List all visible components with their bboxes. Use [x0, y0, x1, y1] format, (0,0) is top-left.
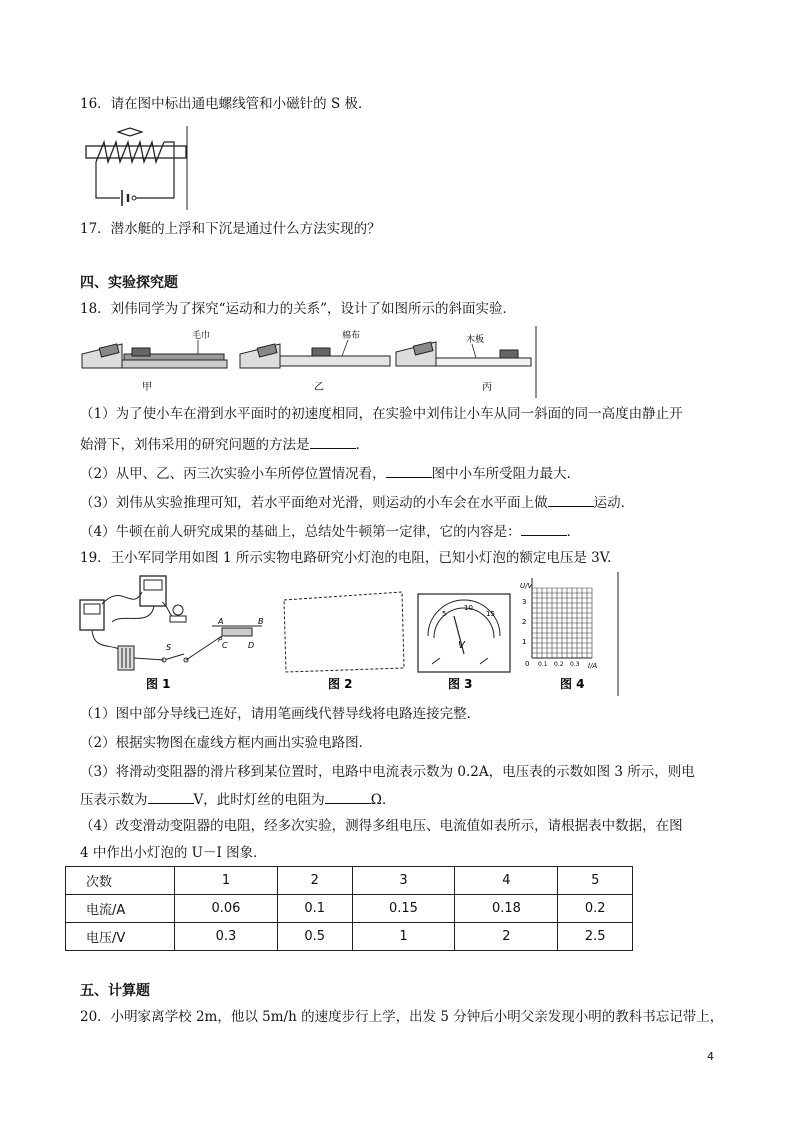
- q18-blank-1[interactable]: [310, 434, 356, 449]
- q19-p3a: （3）将滑动变阻器的滑片移到某位置时，电路中电流表示数为 0.2A，电压表的示数如图 3 所示，则电: [80, 764, 695, 780]
- q17-text: 17．潜水艇的上浮和下沉是通过什么方法实现的？: [80, 221, 381, 237]
- q18-p4: （4）牛顿在前人研究成果的基础上，总结处牛顿第一定律，它的内容是： ．: [80, 521, 580, 542]
- fig4-x-axis-label: I/A: [588, 662, 598, 670]
- q18-p1b: 始滑下，刘伟采用的研究问题的方法是 ．: [80, 434, 369, 455]
- q19-p2: （2）根据实物图在虚线方框内画出实验电路图．: [80, 735, 373, 751]
- table-row: [66, 867, 633, 895]
- table-cell: 0.06: [175, 895, 278, 923]
- svg-text:1: 1: [522, 638, 527, 646]
- svg-text:B: B: [258, 617, 264, 626]
- q18-intro: 18．刘伟同学为了探究“运动和力的关系”，设计了如图所示的斜面实验．: [80, 301, 516, 317]
- table-cell: 2: [277, 867, 352, 895]
- table-cell: 0.5: [277, 923, 352, 951]
- q19-blank-voltage[interactable]: [148, 789, 194, 804]
- q19-blank-resistance[interactable]: [325, 789, 371, 804]
- table-row: [66, 895, 633, 923]
- svg-text:A: A: [218, 617, 224, 626]
- q19-p4a: （4）改变滑动变阻器的电阻，经多次实验，测得多组电压、电流值如表所示，请根据表中数据，在图: [80, 818, 683, 834]
- surface-label-yi: 棉布: [342, 331, 361, 341]
- table-cell: 0.2: [558, 895, 633, 923]
- table-row: [66, 923, 633, 951]
- q18-blank-3[interactable]: [548, 492, 594, 507]
- svg-text:0.3: 0.3: [570, 661, 580, 668]
- table-row-header: 次数: [66, 867, 175, 895]
- incline-yi: [240, 329, 390, 393]
- table-cell: 1: [352, 923, 455, 951]
- q18-p2: （2）从甲、乙、丙三次实验小车所停位置情况看， 图中小车所受阻力最大．: [80, 463, 580, 484]
- q16-text: 16．请在图中标出通电螺线管和小磁针的 S 极．: [80, 96, 372, 112]
- table-row-header: 电流/A: [66, 895, 175, 923]
- q18-p1a: （1）为了使小车在滑到水平面时的初速度相同，在实验中刘伟让小车从同一斜面的同一高度由静止开: [80, 406, 683, 422]
- fig-label-jia: 甲: [142, 382, 152, 393]
- q19-data-table: [65, 866, 633, 951]
- page-number: 4: [707, 1050, 714, 1063]
- q18-incline-figure: [80, 326, 540, 398]
- svg-text:10: 10: [464, 604, 473, 612]
- q19-p1: （1）图中部分导线已连好，请用笔画线代替导线将电路连接完整．: [80, 706, 481, 722]
- fig1-label: 图 1: [146, 677, 171, 691]
- fig2-dashed-box: [284, 592, 404, 691]
- svg-text:D: D: [248, 641, 255, 650]
- svg-text:P: P: [218, 636, 223, 644]
- table-cell: 3: [352, 867, 455, 895]
- table-cell: 5: [558, 867, 633, 895]
- q19-p4b: 4 中作出小灯泡的 U－I 图象．: [80, 845, 267, 861]
- q19-intro: 19．王小军同学用如图 1 所示实物电路研究小灯泡的电阻，已知小灯泡的额定电压是 3V.: [80, 550, 612, 566]
- svg-text:3: 3: [522, 598, 527, 606]
- incline-jia: [82, 329, 227, 393]
- surface-label-bing: 木板: [466, 335, 485, 345]
- q18-blank-4[interactable]: [521, 521, 567, 536]
- table-cell: 4: [455, 867, 558, 895]
- incline-bing: [396, 333, 531, 393]
- q19-figures: [72, 572, 622, 696]
- table-cell: 0.18: [455, 895, 558, 923]
- table-cell: 2: [455, 923, 558, 951]
- svg-text:0.2: 0.2: [554, 661, 564, 668]
- fig2-label: 图 2: [328, 677, 353, 691]
- q16-solenoid-figure: [78, 126, 190, 210]
- svg-text:0: 0: [525, 660, 530, 668]
- table-cell: 0.3: [175, 923, 278, 951]
- svg-text:2: 2: [522, 618, 527, 626]
- q19-p3b: 压表示数为 V，此时灯丝的电阻为 Ω．: [80, 789, 395, 810]
- svg-text:V: V: [458, 640, 465, 651]
- table-cell: 2.5: [558, 923, 633, 951]
- q18-p3: （3）刘伟从实验推理可知，若水平面绝对光滑，则运动的小车会在水平面上做 运动．: [80, 492, 634, 513]
- svg-text:0.1: 0.1: [538, 661, 548, 668]
- section-4-title: 四、实验探究题: [80, 275, 178, 291]
- table-cell: 0.15: [352, 895, 455, 923]
- fig4-label: 图 4: [560, 677, 585, 691]
- fig-label-yi: 乙: [314, 382, 324, 393]
- fig3-label: 图 3: [448, 677, 473, 691]
- q18-blank-2[interactable]: [386, 463, 432, 478]
- fig4-grid: [520, 578, 597, 691]
- table-cell: 0.1: [277, 895, 352, 923]
- fig1-circuit: [80, 576, 264, 691]
- q20-text: 20．小明家离学校 2m，他以 5m/h 的速度步行上学，出发 5 分钟后小明父亲发现小明的教科书忘记带上，: [80, 1009, 724, 1025]
- table-row-header: 电压/V: [66, 923, 175, 951]
- svg-text:C: C: [222, 641, 228, 650]
- fig3-voltmeter: [418, 594, 510, 691]
- svg-text:5: 5: [442, 610, 447, 618]
- section-5-title: 五、计算题: [80, 983, 150, 999]
- svg-text:15: 15: [486, 610, 495, 618]
- table-cell: 1: [175, 867, 278, 895]
- fig4-y-axis-label: U/V: [520, 582, 533, 590]
- svg-text:S: S: [166, 643, 172, 652]
- surface-label-jia: 毛巾: [192, 331, 211, 341]
- fig-label-bing: 丙: [482, 382, 492, 393]
